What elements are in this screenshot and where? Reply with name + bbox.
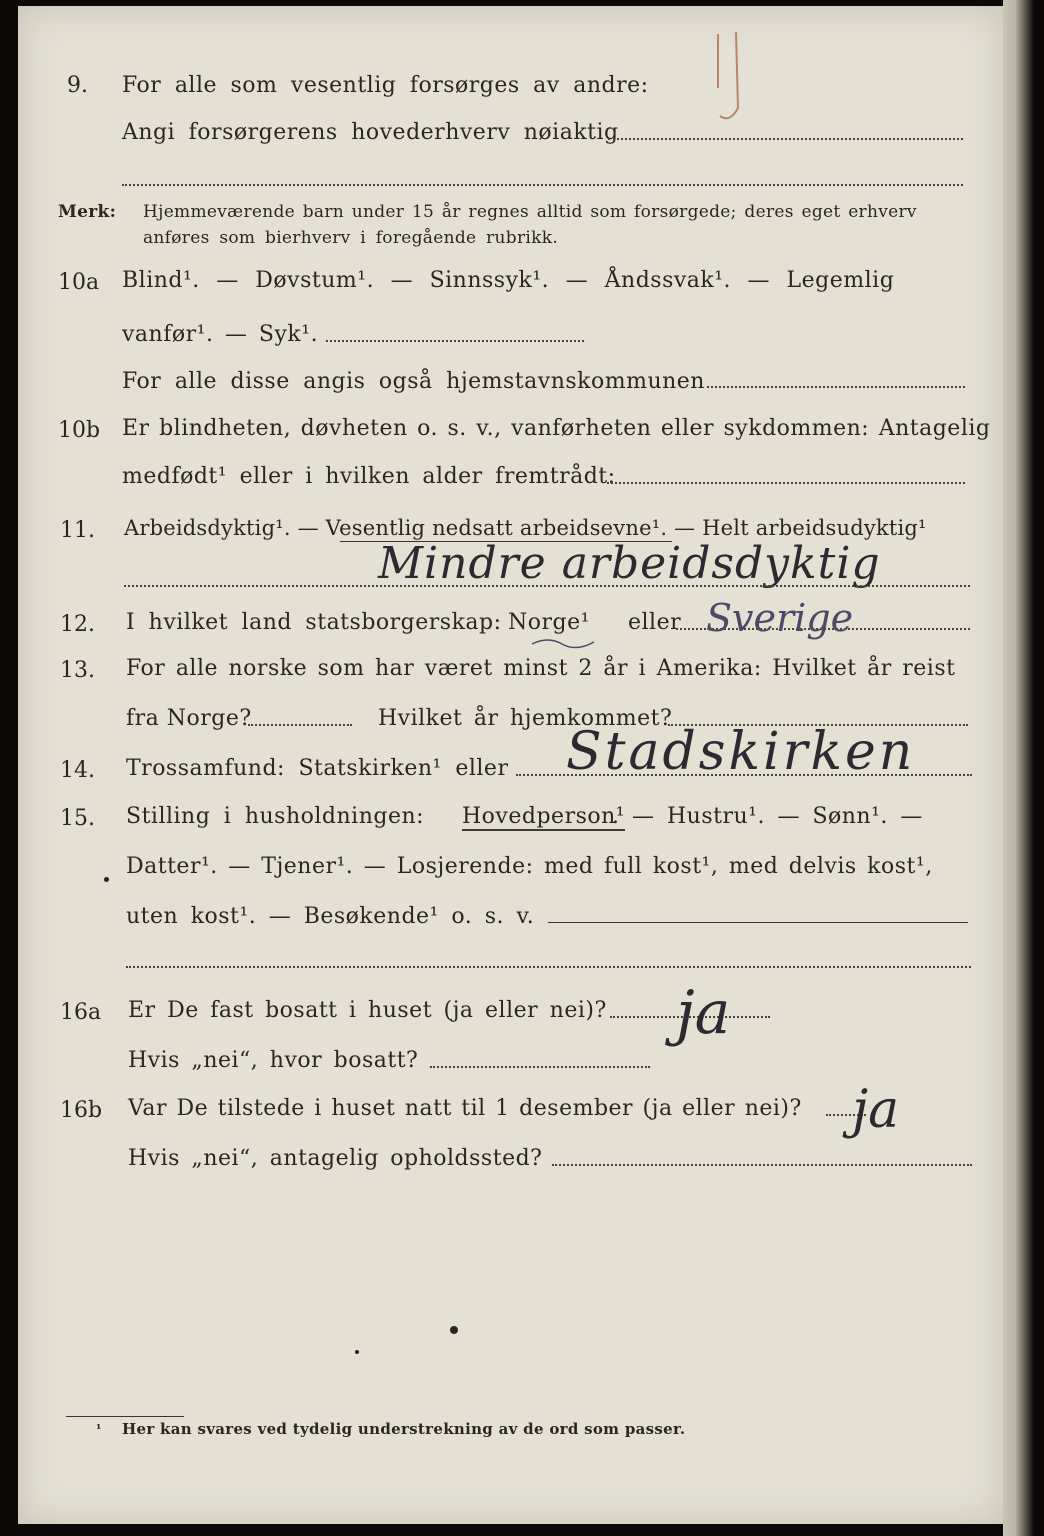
- q9-line1: For alle som vesentlig forsørges av andre:: [122, 73, 649, 98]
- q9-line2: Angi forsørgerens hovederhverv nøiaktig: [122, 120, 619, 145]
- q15-answer-line-2[interactable]: [126, 966, 971, 968]
- q14-handwritten-answer: Stadskirken: [566, 722, 916, 782]
- q11-answer-line[interactable]: [124, 585, 970, 587]
- q16b-opholdssted-line[interactable]: [552, 1164, 972, 1166]
- footnote-mark: ¹: [96, 1422, 102, 1436]
- q16a-number: 16a: [60, 1000, 102, 1025]
- q13-number: 13.: [60, 658, 95, 683]
- q10b-line2: medfødt¹ eller i hvilken alder fremtrådt:: [122, 464, 616, 489]
- q9-answer-line-2[interactable]: [122, 184, 963, 186]
- q9-answer-line[interactable]: [608, 138, 963, 140]
- q9-number: 9.: [67, 73, 88, 98]
- q16b-number: 16b: [60, 1098, 103, 1123]
- q16a-bosatt-line[interactable]: [430, 1066, 650, 1068]
- q10a-hjemstavn-line[interactable]: [707, 386, 965, 388]
- merk-label: Merk:: [58, 202, 117, 222]
- q12-text: I hvilket land statsborgerskap:: [126, 610, 502, 635]
- q15-line1c: . — Hustru¹. — Sønn¹. —: [612, 804, 923, 829]
- q16a-line2: Hvis „nei“, hvor bosatt?: [128, 1048, 419, 1073]
- q16b-line2: Hvis „nei“, antagelig opholdssted?: [128, 1146, 543, 1171]
- merk-line2: anføres som bierhverv i foregående rubrikk.: [143, 228, 559, 248]
- q11-handwritten-answer: Mindre arbeidsdyktig: [378, 538, 881, 589]
- q10a-line3: For alle disse angis også hjemstavnskommunen: [122, 369, 705, 394]
- ink-spot: [104, 877, 109, 882]
- q10b-answer-line[interactable]: [607, 482, 965, 484]
- q16a-handwritten-answer: ja: [676, 978, 731, 1048]
- q11-number: 11.: [60, 518, 95, 543]
- q13-line1: For alle norske som har været minst 2 år i Amerika: Hvilket år reist: [126, 656, 956, 681]
- ink-spot: [355, 1350, 359, 1354]
- q15-line1a: Stilling i husholdningen:: [126, 804, 425, 829]
- footnote-text: Her kan svares ved tydelig understrekning av de ord som passer.: [122, 1420, 686, 1438]
- q12-eller: eller: [628, 610, 682, 635]
- q16a-line1: Er De fast bosatt i huset (ja eller nei)?: [128, 998, 607, 1023]
- q15-line3: uten kost¹. — Besøkende¹ o. s. v.: [126, 904, 535, 929]
- page-edge: [1003, 0, 1044, 1536]
- q15-number: 15.: [60, 806, 95, 831]
- q10a-line1: Blind¹. — Døvstum¹. — Sinnssyk¹. — Åndssvak¹. — Legemlig: [122, 268, 895, 293]
- q10a-number: 10a: [58, 270, 100, 295]
- q15-line2: Datter¹. — Tjener¹. — Losjerende: med full kost¹, med delvis kost¹,: [126, 854, 933, 879]
- merk-line1: Hjemmeværende barn under 15 år regnes alltid som forsørgede; deres eget erhverv: [143, 202, 917, 222]
- ink-spot: [450, 1326, 458, 1334]
- q15-hovedperson-option[interactable]: Hovedperson¹: [462, 804, 626, 829]
- q14-text: Trossamfund: Statskirken¹ eller: [126, 756, 509, 781]
- q14-number: 14.: [60, 758, 95, 783]
- q11-line1: Arbeidsdyktig¹. — Vesentlig nedsatt arbeidsevne¹. — Helt arbeidsudyktig¹: [124, 516, 927, 540]
- pencil-mark: [700, 28, 750, 123]
- footnote-rule: [66, 1416, 184, 1417]
- q12-scribble: [528, 634, 598, 654]
- q13-line2b: Hvilket år hjemkommet?: [378, 706, 673, 731]
- q10a-line2: vanfør¹. — Syk¹.: [122, 322, 319, 347]
- q10b-line1: Er blindheten, døvheten o. s. v., vanførheten eller sykdommen: Antagelig: [122, 416, 991, 441]
- q12-norge-option[interactable]: Norge¹: [508, 610, 590, 635]
- q13-line2a: fra Norge?: [126, 706, 252, 731]
- q10a-answer-line[interactable]: [326, 340, 584, 342]
- q13-reist-line[interactable]: [248, 724, 352, 726]
- q15-answer-line[interactable]: [548, 922, 968, 923]
- q10b-number: 10b: [58, 418, 101, 443]
- q16b-handwritten-answer: ja: [852, 1080, 900, 1140]
- q12-number: 12.: [60, 612, 95, 637]
- q12-handwritten-answer: Sverige: [706, 596, 854, 640]
- q16b-line1: Var De tilstede i huset natt til 1 desember (ja eller nei)?: [128, 1096, 802, 1121]
